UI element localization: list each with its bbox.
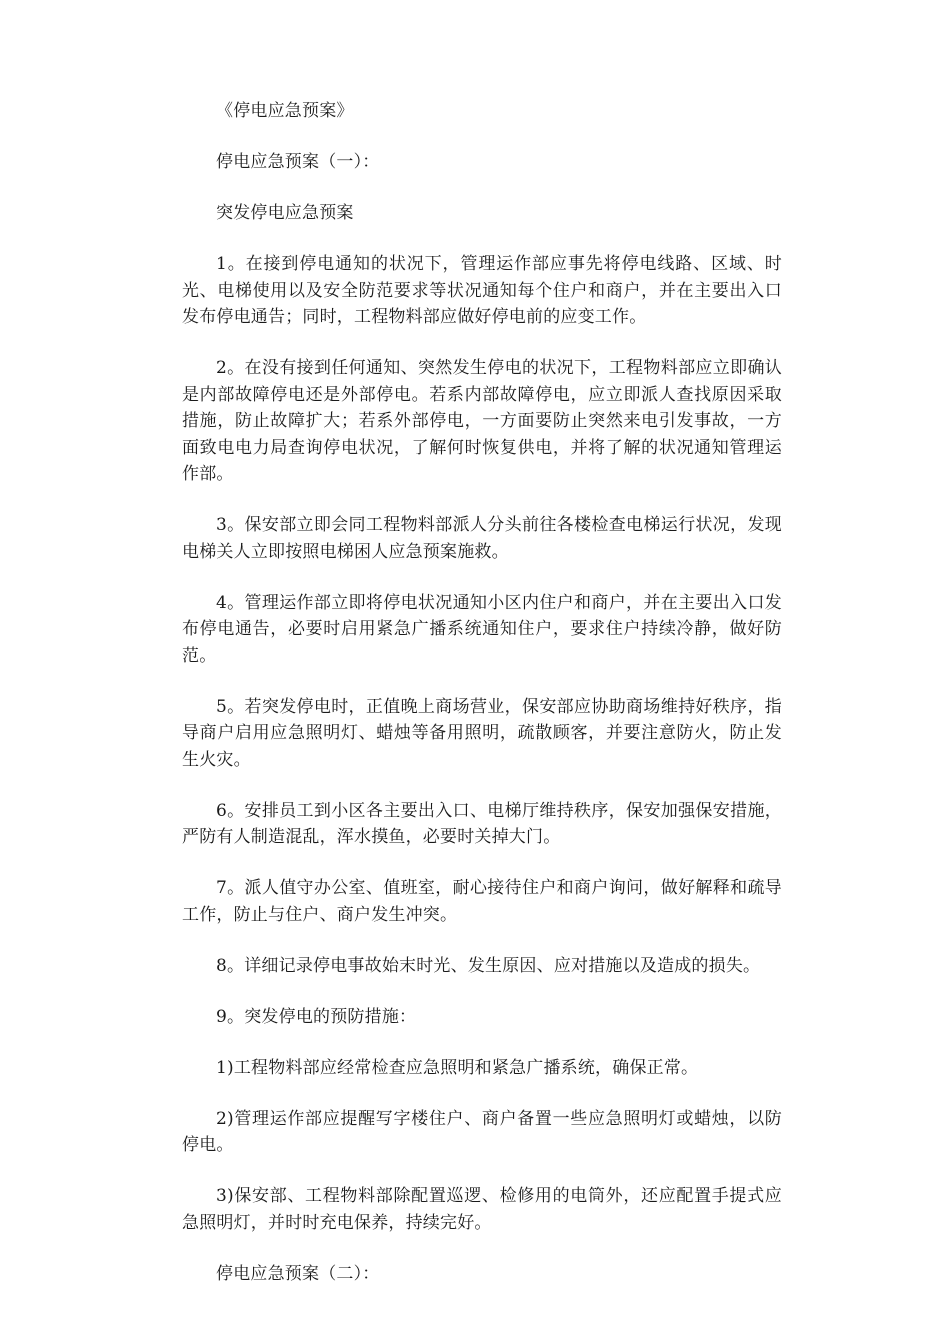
document-body: [182, 98, 782, 1287]
paragraph-gap: [182, 1081, 782, 1106]
paragraph-gap: [182, 488, 782, 513]
paragraph-item-2: 2。在没有接到任何通知、突然发生停电的状况下，工程物料部应立即确认是内部故障停电还是外部停电。若系内部故障停电，应立即派人查找原因采取措施，防止故障扩大；若系外部停电，一方面要防止突然来电引发事故，一方面致电电力局查询停电状况，了解何时恢复供电，并将了解的状况通知管理运作部。: [182, 358, 782, 484]
paragraph-gap: [182, 1030, 782, 1055]
document-title: 《停电应急预案》: [216, 101, 354, 121]
paragraph-gap: [182, 125, 782, 150]
paragraph-gap: [182, 669, 782, 694]
paragraph-gap: [182, 1236, 782, 1261]
subitem-3: 3)保安部、工程物料部除配置巡逻、检修用的电筒外，还应配置手提式应急照明灯，并时时充电保养，持续完好。: [182, 1186, 782, 1233]
paragraph-item-7: 7。派人值守办公室、值班室，耐心接待住户和商户询问，做好解释和疏导工作，防止与住户、商户发生冲突。: [182, 878, 782, 925]
paragraph-item-5: 5。若突发停电时，正值晚上商场营业，保安部应协助商场维持好秩序，指导商户启用应急照明灯、蜡烛等备用照明，疏散顾客，并要注意防火，防止发生火灾。: [182, 696, 782, 770]
subheading: 突发停电应急预案: [216, 203, 354, 223]
section-heading-2: 停电应急预案（二）：: [216, 1263, 380, 1284]
paragraph-gap: [182, 773, 782, 798]
paragraph-item-3: 3。保安部立即会同工程物料部派人分头前往各楼检查电梯运行状况，发现电梯关人立即按照电梯困人应急预案施救。: [182, 515, 782, 562]
paragraph-item-9: 9。突发停电的预防措施：: [216, 1006, 417, 1027]
paragraph-gap: [182, 227, 782, 252]
paragraph-gap: [182, 928, 782, 953]
section-heading-1: 停电应急预案（一）：: [216, 152, 380, 172]
paragraph-gap: [182, 565, 782, 590]
paragraph-gap: [182, 176, 782, 201]
paragraph-item-6: 6。安排员工到小区各主要出入口、电梯厅维持秩序，保安加强保安措施，严防有人制造混乱，浑水摸鱼，必要时关掉大门。: [182, 800, 782, 847]
paragraph-gap: [182, 331, 782, 356]
paragraph-gap: [182, 851, 782, 876]
paragraph-gap: [182, 979, 782, 1004]
paragraph-item-8: 8。详细记录停电事故始末时光、发生原因、应对措施以及造成的损失。: [216, 955, 761, 976]
paragraph-gap: [182, 1159, 782, 1184]
subitem-1: 1)工程物料部应经常检查应急照明和紧急广播系统，确保正常。: [216, 1057, 699, 1078]
subitem-2: 2)管理运作部应提醒写字楼住户、商户备置一些应急照明灯或蜡烛，以防停电。: [182, 1108, 782, 1155]
paragraph-item-1: 1。在接到停电通知的状况下，管理运作部应事先将停电线路、区域、时光、电梯使用以及安全防范要求等状况通知每个住户和商户，并在主要出入口发布停电通告；同时，工程物料部应做好停电前的应变工作。: [182, 254, 782, 327]
paragraph-item-4: 4。管理运作部立即将停电状况通知小区内住户和商户，并在主要出入口发布停电通告，必要时启用紧急广播系统通知住户，要求住户持续冷静，做好防范。: [182, 592, 782, 666]
